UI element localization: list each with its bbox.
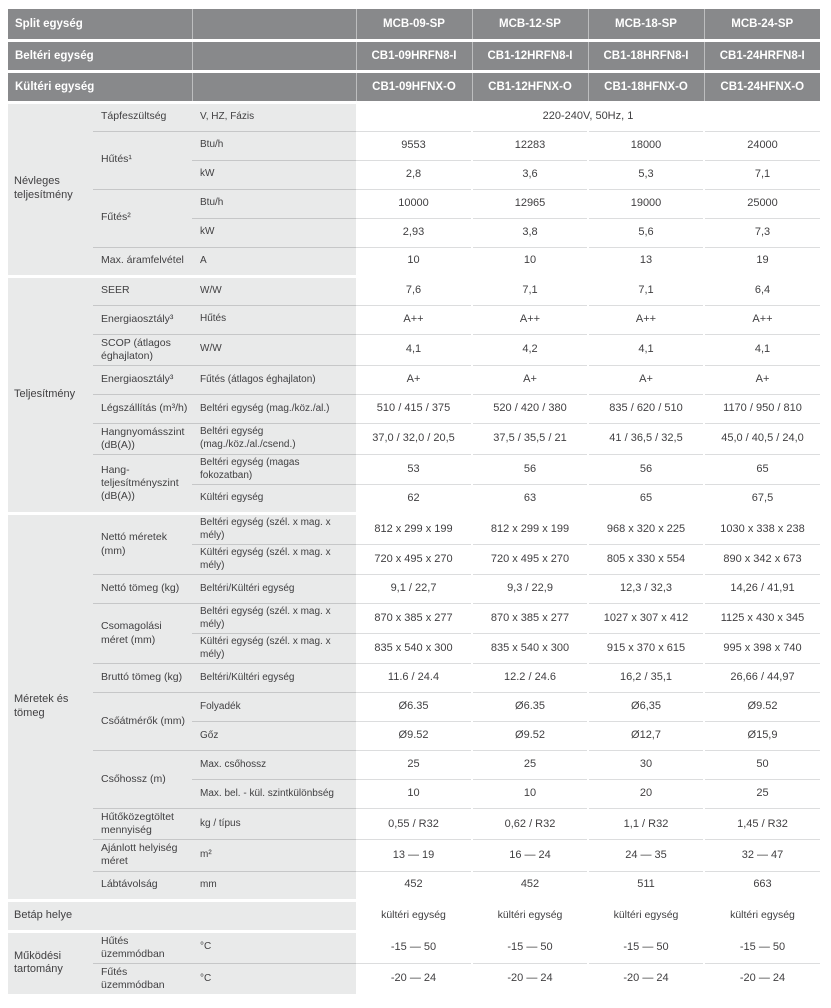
value-cell: 50 [704,751,820,780]
header-row-split [8,9,820,40]
value-cell: 805 x 330 x 554 [588,545,704,575]
value-cell: Ø9.52 [704,693,820,722]
value-cell: 5,6 [588,218,704,247]
value-cell: -20 — 24 [356,963,472,994]
value-cell: 12283 [472,131,588,160]
value-cell: 6,4 [704,276,820,305]
value-cell: 9,3 / 22,9 [472,575,588,604]
value-cell: 812 x 299 x 199 [356,514,472,545]
row-label: Hűtőközegtöltet mennyiség [93,809,192,840]
value-cell: 25000 [704,189,820,218]
row-label: Hang-teljesítményszint (dB(A)) [93,455,192,514]
model-name: CB1-12HRFN8-I [472,40,588,71]
table-row [8,455,820,485]
value-cell: 32 — 47 [704,840,820,871]
row-desc: m² [192,840,356,871]
value-cell: 65 [704,455,820,485]
value-cell: kültéri egység [356,900,472,931]
table-row [8,963,820,994]
value-cell: 20 [588,780,704,809]
value-cell: 37,5 / 35,5 / 21 [472,423,588,454]
value-cell: 890 x 342 x 673 [704,545,820,575]
row-label: SCOP (átlagos éghajlaton) [93,334,192,365]
row-desc: A [192,247,356,276]
value-cell: 1,1 / R32 [588,809,704,840]
header-spacer [192,71,356,102]
row-desc: Kültéri egység [192,485,356,514]
value-cell: 1027 x 307 x 412 [588,604,704,634]
value-cell: A++ [356,305,472,334]
value-cell: -15 — 50 [356,931,472,963]
value-cell: 835 / 620 / 510 [588,394,704,423]
value-cell: 63 [472,485,588,514]
value-cell: -20 — 24 [704,963,820,994]
value-cell: 56 [472,455,588,485]
value-cell: 26,66 / 44,97 [704,664,820,693]
value-cell: 25 [356,751,472,780]
value-cell: kültéri egység [472,900,588,931]
value-cell: A+ [704,365,820,394]
value-cell: A++ [588,305,704,334]
row-desc: W/W [192,334,356,365]
table-row [8,514,820,545]
row-desc: kW [192,218,356,247]
row-desc: Hűtés [192,305,356,334]
header-label-outdoor: Kültéri egység [8,71,192,102]
value-cell: Ø6.35 [472,693,588,722]
value-cell: 62 [356,485,472,514]
value-cell: -15 — 50 [704,931,820,963]
row-label: Lábtávolság [93,871,192,900]
value-cell: kültéri egység [704,900,820,931]
section-label: Névleges teljesítmény [8,102,93,276]
table-row [8,809,820,840]
row-label: Energiaosztály³ [93,365,192,394]
table-row [8,334,820,365]
value-cell: 7,1 [588,276,704,305]
value-cell: 1030 x 338 x 238 [704,514,820,545]
value-cell: 2,93 [356,218,472,247]
value-cell: A++ [472,305,588,334]
value-cell: 663 [704,871,820,900]
row-label: Bruttó tömeg (kg) [93,664,192,693]
row-label: Csőátmérők (mm) [93,693,192,751]
row-label: Fűtés² [93,189,192,247]
value-cell: A+ [472,365,588,394]
section-label: Méretek és tömeg [8,514,93,901]
header-row-outdoor [8,71,820,102]
value-cell: 1,45 / R32 [704,809,820,840]
value-cell: 7,3 [704,218,820,247]
value-cell: 870 x 385 x 277 [356,604,472,634]
value-cell: 18000 [588,131,704,160]
value-cell: 520 / 420 / 380 [472,394,588,423]
value-cell: 7,1 [704,160,820,189]
row-desc: kW [192,160,356,189]
row-label: Nettó méretek (mm) [93,514,192,575]
model-name: CB1-12HFNX-O [472,71,588,102]
row-desc: °C [192,931,356,963]
row-desc: V, HZ, Fázis [192,102,356,131]
row-desc: Beltéri egység (magas fokozatban) [192,455,356,485]
value-cell: 37,0 / 32,0 / 20,5 [356,423,472,454]
value-cell: 16 — 24 [472,840,588,871]
model-name: CB1-24HFNX-O [704,71,820,102]
value-cell: 14,26 / 41,91 [704,575,820,604]
value-cell: 10 [356,780,472,809]
model-name: CB1-18HRFN8-I [588,40,704,71]
value-cell: 19000 [588,189,704,218]
value-cell: 53 [356,455,472,485]
row-label: Tápfeszültség [93,102,192,131]
value-cell: 7,1 [472,276,588,305]
model-name: MCB-24-SP [704,9,820,40]
row-label: Energiaosztály³ [93,305,192,334]
value-cell: -20 — 24 [472,963,588,994]
value-cell: 10 [472,780,588,809]
value-cell: 0,62 / R32 [472,809,588,840]
value-cell: 10 [356,247,472,276]
row-desc: Folyadék [192,693,356,722]
table-row [8,131,820,160]
value-cell: -15 — 50 [472,931,588,963]
value-cell: 9,1 / 22,7 [356,575,472,604]
row-desc: Gőz [192,722,356,751]
value-cell: 5,3 [588,160,704,189]
value-cell: 1170 / 950 / 810 [704,394,820,423]
section-label: Teljesítmény [8,276,93,514]
value-cell: 12.2 / 24.6 [472,664,588,693]
row-label: Légszállítás (m³/h) [93,394,192,423]
value-cell: 452 [472,871,588,900]
row-desc: Max. csőhossz [192,751,356,780]
value-cell: 24 — 35 [588,840,704,871]
value-cell: 10000 [356,189,472,218]
value-cell: 9553 [356,131,472,160]
value-cell: kültéri egység [588,900,704,931]
table-row [8,247,820,276]
value-cell: 220-240V, 50Hz, 1 [356,102,820,131]
row-desc: Beltéri egység (szél. x mag. x mély) [192,604,356,634]
spec-table [8,9,820,994]
model-name: MCB-09-SP [356,9,472,40]
row-label: Ajánlott helyiség méret [93,840,192,871]
value-cell: 45,0 / 40,5 / 24,0 [704,423,820,454]
value-cell: 11.6 / 24.4 [356,664,472,693]
table-row [8,305,820,334]
model-name: MCB-12-SP [472,9,588,40]
row-desc: °C [192,963,356,994]
table-row [8,840,820,871]
row-label: Csomagolási méret (mm) [93,604,192,664]
value-cell: 4,1 [356,334,472,365]
section-label: Működési tartomány [8,931,93,994]
row-desc: W/W [192,276,356,305]
value-cell: 41 / 36,5 / 32,5 [588,423,704,454]
row-desc: Btu/h [192,131,356,160]
row-desc: Beltéri egység (mag./köz./al.) [192,394,356,423]
value-cell: 870 x 385 x 277 [472,604,588,634]
value-cell: 4,1 [704,334,820,365]
table-row [8,693,820,722]
value-cell: 3,8 [472,218,588,247]
header-label-indoor: Beltéri egység [8,40,192,71]
table-row [8,102,820,131]
row-desc: Max. bel. - kül. szintkülönbség [192,780,356,809]
row-desc: mm [192,871,356,900]
value-cell: Ø6.35 [356,693,472,722]
row-label: SEER [93,276,192,305]
row-label: Csőhossz (m) [93,751,192,809]
value-cell: 995 x 398 x 740 [704,634,820,664]
value-cell: Ø9.52 [472,722,588,751]
value-cell: 16,2 / 35,1 [588,664,704,693]
value-cell: 452 [356,871,472,900]
value-cell: -15 — 50 [588,931,704,963]
row-desc: Kültéri egység (szél. x mag. x mély) [192,545,356,575]
value-cell: 12,3 / 32,3 [588,575,704,604]
value-cell: 13 — 19 [356,840,472,871]
row-desc: Fűtés (átlagos éghajlaton) [192,365,356,394]
value-cell: Ø12,7 [588,722,704,751]
header-spacer [192,40,356,71]
value-cell: 1125 x 430 x 345 [704,604,820,634]
value-cell: 30 [588,751,704,780]
table-row [8,423,820,454]
value-cell: Ø9.52 [356,722,472,751]
row-desc: Beltéri egység (mag./köz./al./csend.) [192,423,356,454]
header-row-indoor [8,40,820,71]
row-label: Fűtés üzemmódban [93,963,192,994]
table-row [8,189,820,218]
model-name: CB1-09HRFN8-I [356,40,472,71]
row-label: Max. áramfelvétel [93,247,192,276]
value-cell: 67,5 [704,485,820,514]
value-cell: 7,6 [356,276,472,305]
value-cell: 25 [704,780,820,809]
model-name: CB1-09HFNX-O [356,71,472,102]
value-cell: 19 [704,247,820,276]
table-row [8,575,820,604]
value-cell: 25 [472,751,588,780]
row-desc: Beltéri/Kültéri egység [192,575,356,604]
row-desc: Kültéri egység (szél. x mag. x mély) [192,634,356,664]
value-cell: 65 [588,485,704,514]
value-cell: 4,2 [472,334,588,365]
row-desc: Btu/h [192,189,356,218]
value-cell: 915 x 370 x 615 [588,634,704,664]
table-row [8,394,820,423]
header-spacer [192,9,356,40]
row-desc: Beltéri/Kültéri egység [192,664,356,693]
value-cell: 3,6 [472,160,588,189]
value-cell: 2,8 [356,160,472,189]
row-label: Hűtés¹ [93,131,192,189]
value-cell: 968 x 320 x 225 [588,514,704,545]
row-label: Nettó tömeg (kg) [93,575,192,604]
table-row [8,276,820,305]
value-cell: 835 x 540 x 300 [472,634,588,664]
model-name: CB1-24HRFN8-I [704,40,820,71]
value-cell: 10 [472,247,588,276]
value-cell: 812 x 299 x 199 [472,514,588,545]
table-row [8,900,820,931]
section-label: Betáp helye [8,900,356,931]
value-cell: A++ [704,305,820,334]
row-label: Hangnyomásszint (dB(A)) [93,423,192,454]
table-row [8,664,820,693]
table-row [8,751,820,780]
table-row [8,931,820,963]
value-cell: 510 / 415 / 375 [356,394,472,423]
value-cell: 0,55 / R32 [356,809,472,840]
value-cell: 720 x 495 x 270 [472,545,588,575]
value-cell: 24000 [704,131,820,160]
value-cell: 13 [588,247,704,276]
value-cell: -20 — 24 [588,963,704,994]
model-name: MCB-18-SP [588,9,704,40]
table-row [8,365,820,394]
value-cell: A+ [588,365,704,394]
table-row [8,871,820,900]
header-label-split: Split egység [8,9,192,40]
value-cell: 720 x 495 x 270 [356,545,472,575]
row-desc: Beltéri egység (szél. x mag. x mély) [192,514,356,545]
row-desc: kg / típus [192,809,356,840]
table-row [8,604,820,634]
value-cell: 4,1 [588,334,704,365]
value-cell: 12965 [472,189,588,218]
value-cell: A+ [356,365,472,394]
model-name: CB1-18HFNX-O [588,71,704,102]
value-cell: 511 [588,871,704,900]
value-cell: Ø15,9 [704,722,820,751]
value-cell: Ø6,35 [588,693,704,722]
value-cell: 56 [588,455,704,485]
value-cell: 835 x 540 x 300 [356,634,472,664]
row-label: Hűtés üzemmódban [93,931,192,963]
